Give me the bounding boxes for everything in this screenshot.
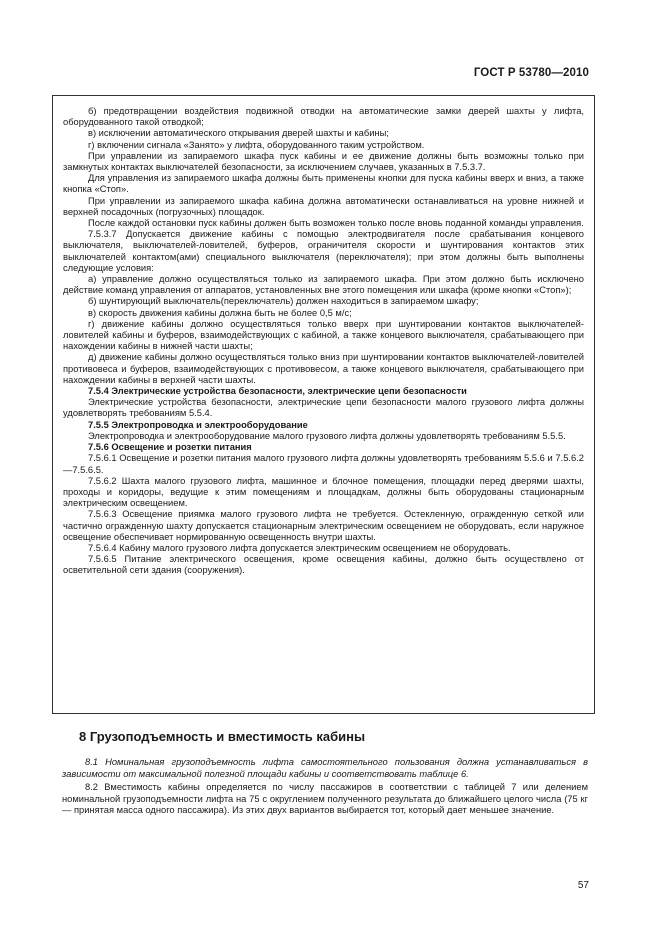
section-8-heading: 8 Грузоподъемность и вместимость кабины (79, 729, 366, 744)
paragraph: 7.5.6.4 Кабину малого грузового лифта допускается электрическим освещением не оборудовать. (88, 542, 511, 553)
paragraph: Электрические устройства безопасности, электрические цепи безопасности малого грузового лифта должны удовлетворять требованиям 5.5.4. (63, 397, 584, 419)
paragraph: г) движение кабины должно осуществляться только вверх при шунтировании контактов выключателей-ловителей кабины и буферов, взаимодействующих с кабиной, а также концевого выключателя, срабатывающего при нахождении кабины в нижней части шахты; (63, 318, 584, 352)
paragraph: в) скорость движения кабины должна быть не более 0,5 м/с; (88, 307, 352, 318)
paragraph-8-1: 8.1 Номинальная грузоподъемность лифта самостоятельного пользования должна устанавливаться в зависимости от максимальной полезной площади кабины и соответствовать таблице 6. (62, 757, 588, 779)
paragraph: После каждой остановки пуск кабины должен быть возможен только после вновь поданной команды управления. (88, 218, 584, 229)
subsection-heading: 7.5.5 Электропроводка и электрооборудование (88, 419, 308, 430)
paragraph-8-2: 8.2 Вместимость кабины определяется по числу пассажиров в соответствии с таблицей 7 или делением номинальной грузоподъемности лифта на 75 с округлением полученного результата до ближайшего целого числа (75 кг — принятая масса одного пассажира). Из этих двух вариантов выбирается тот, который дает меньшее значение. (62, 782, 588, 816)
paragraph: б) предотвращении воздействия подвижной отводки на автоматические замки дверей шахты у лифта, оборудованного такой отводкой; (63, 106, 584, 128)
paragraph: д) движение кабины должно осуществляться только вниз при шунтировании контактов выключателей-ловителей противовеса и буферов, взаимодействующих с противовесом, а также концевого выключателя, срабатывающего при нахождении кабины в верхней части шахты. (63, 352, 584, 385)
paragraph: 7.5.6.2 Шахта малого грузового лифта, машинное и блочное помещения, площадки перед дверями шахты, проходы и коридоры, ведущие к этим помещениям и площадкам, должны быть оборудованы стационарным электрическим освещением. (63, 475, 584, 509)
paragraph: 7.5.6.5 Питание электрического освещения, кроме освещения кабины, должно быть осуществлено от осветительной сети здания (сооружения). (63, 554, 584, 576)
paragraph: 7.5.3.7 Допускается движение кабины с помощью электродвигателя после срабатывания концевого выключателя, выключателей-ловителей, буферов, ограничителя скорости и шунтирования контактов этих выключателей контактом(ами) специального выключателя (переключателя); при этом должны быть выполнены следующие условия: (63, 229, 584, 273)
subsection-heading: 7.5.6 Освещение и розетки питания (88, 442, 252, 453)
document-header: ГОСТ Р 53780—2010 (473, 67, 589, 79)
paragraph: 7.5.6.3 Освещение приямка малого грузового лифта не требуется. Остекленную, огражденную сеткой или частично огражденную шахту допускается стационарным электрическим освещением не оборудовать, если наружное освещение обеспечивает нормированную освещенность внутри шахты. (63, 509, 584, 542)
page-number: 57 (577, 880, 589, 891)
paragraph: При управлении из запираемого шкафа пуск кабины и ее движение должны быть возможны только при замкнутых контактах выключателей безопасности, за исключением случаев, указанных в 7.5.3.7. (63, 150, 584, 173)
subsection-heading: 7.5.4 Электрические устройства безопасности, электрические цепи безопасности (88, 386, 467, 397)
paragraph: Электропроводка и электрооборудование малого грузового лифта должны удовлетворять требованиям 5.5.5. (88, 430, 566, 441)
paragraph: в) исключении автоматического открывания дверей шахты и кабины; (88, 128, 389, 139)
paragraph: б) шунтирующий выключатель(переключатель) должен находиться в запираемом шкафу; (88, 296, 479, 307)
paragraph: а) управление должно осуществляться только из запираемого шкафа. При этом должно быть исключено действие команд управления от аппаратов, установленных вне этого помещения или шкафа (кроме кнопки «Стоп»); (63, 274, 584, 296)
bordered-text-block (52, 95, 595, 714)
paragraph: 7.5.6.1 Освещение и розетки питания малого грузового лифта должны удовлетворять требованиям 5.5.6 и 7.5.6.2—7.5.6.5. (63, 453, 584, 475)
paragraph: Для управления из запираемого шкафа должны быть применены кнопки для пуска кабины вверх и вниз, а также кнопка «Стоп». (63, 173, 584, 195)
paragraph: При управлении из запираемого шкафа кабина должна автоматически останавливаться на уровне нижней и верхней посадочных (погрузочных) площадок. (63, 195, 584, 217)
section-8-body (62, 757, 588, 817)
paragraph: г) включении сигнала «Занято» у лифта, оборудованного таким устройством. (88, 139, 425, 150)
